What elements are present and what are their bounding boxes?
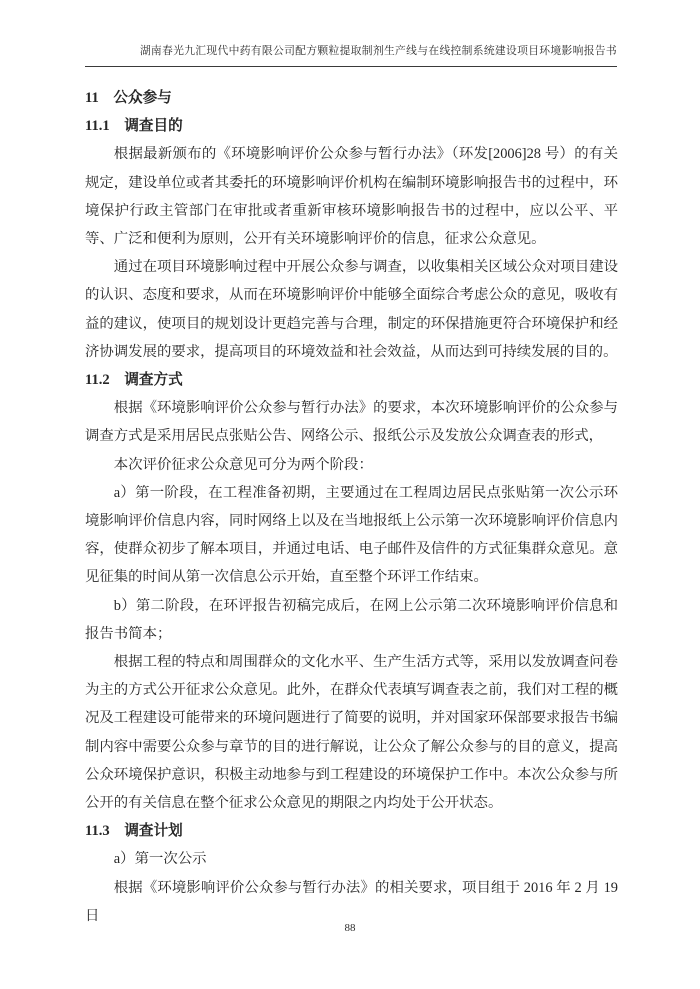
paragraph-two-stages-intro: 本次评价征求公众意见可分为两个阶段：: [113, 456, 373, 473]
paragraph-stage-b: b）第二阶段，在环评报告初稿完成后，在网上公示第二次环境影响评价信息和报告书简本；: [85, 597, 618, 642]
paragraph-stage-a: a）第一阶段，在工程准备初期，主要通过在工程周边居民点张贴第一次公示环境影响评价信息内容，同时网络上以及在当地报纸上公示第一次环境影响评价信息内容，使群众初步了解本项目，并通过电话、电子邮件及信件的方式征集群众意见。意见征集的时间从第一次信息公示开始，直至整个环评工作结束。: [85, 484, 618, 586]
heading-section-11: 11 公众参与: [85, 90, 172, 106]
page-number: 88: [344, 922, 356, 934]
heading-section-11-3: 11.3 调查计划: [85, 823, 183, 840]
paragraph-first-publicity-label: a）第一次公示: [113, 851, 207, 868]
paragraph-first-publicity-date: 根据《环境影响评价公众参与暂行办法》的相关要求，项目组于 2016 年 2 月 19 日: [85, 879, 618, 924]
document-body: [85, 84, 618, 930]
heading-section-11-2: 11.2 调查方式: [85, 372, 183, 389]
paragraph-survey-purpose-1: 根据最新颁布的《环境影响评价公众参与暂行办法》（环发[2006]28 号）的有关规定，建设单位或者其委托的环境影响评价机构在编制环境影响报告书的过程中，环境保护行政主管部门在审批或者重新审核环境影响报告书的过程中，应以公平、平等、广泛和便利为原则，公开有关环境影响评价的信息，征求公众意见。: [85, 146, 618, 248]
page-footer: [0, 922, 700, 934]
running-header-title: 湖南春光九汇现代中药有限公司配方颗粒提取制剂生产线与在线控制系统建设项目环境影响报告书: [139, 45, 617, 57]
page-header: [85, 0, 617, 67]
paragraph-questionnaire-method: 根据工程的特点和周围群众的文化水平、生产生活方式等，采用以发放调查问卷为主的方式公开征求公众意见。此外，在群众代表填写调查表之前，我们对工程的概况及工程建设可能带来的环境问题进行了简要的说明，并对国家环保部要求报告书编制内容中需要公众参与章节的目的进行解说，让公众了解公众参与的目的意义，提高公众环境保护意识，积极主动地参与到工程建设的环境保护工作中。本次公众参与所公开的有关信息在整个征求公众意见的期限之内均处于公开状态。: [85, 654, 618, 812]
paragraph-survey-purpose-2: 通过在项目环境影响过程中开展公众参与调查，以收集相关区域公众对项目建设的认识、态度和要求，从而在环境影响评价中能够全面综合考虑公众的意见，吸收有益的建议，使项目的规划设计更趋完善与合理，制定的环保措施更符合环境保护和经济协调发展的要求，提高项目的环境效益和社会效益，从而达到可持续发展的目的。: [85, 259, 618, 360]
paragraph-survey-method-intro: 根据《环境影响评价公众参与暂行办法》的要求，本次环境影响评价的公众参与调查方式是采用居民点张贴公告、网络公示、报纸公示及发放公众调查表的形式，: [85, 400, 618, 445]
heading-section-11-1: 11.1 调查目的: [85, 118, 183, 135]
